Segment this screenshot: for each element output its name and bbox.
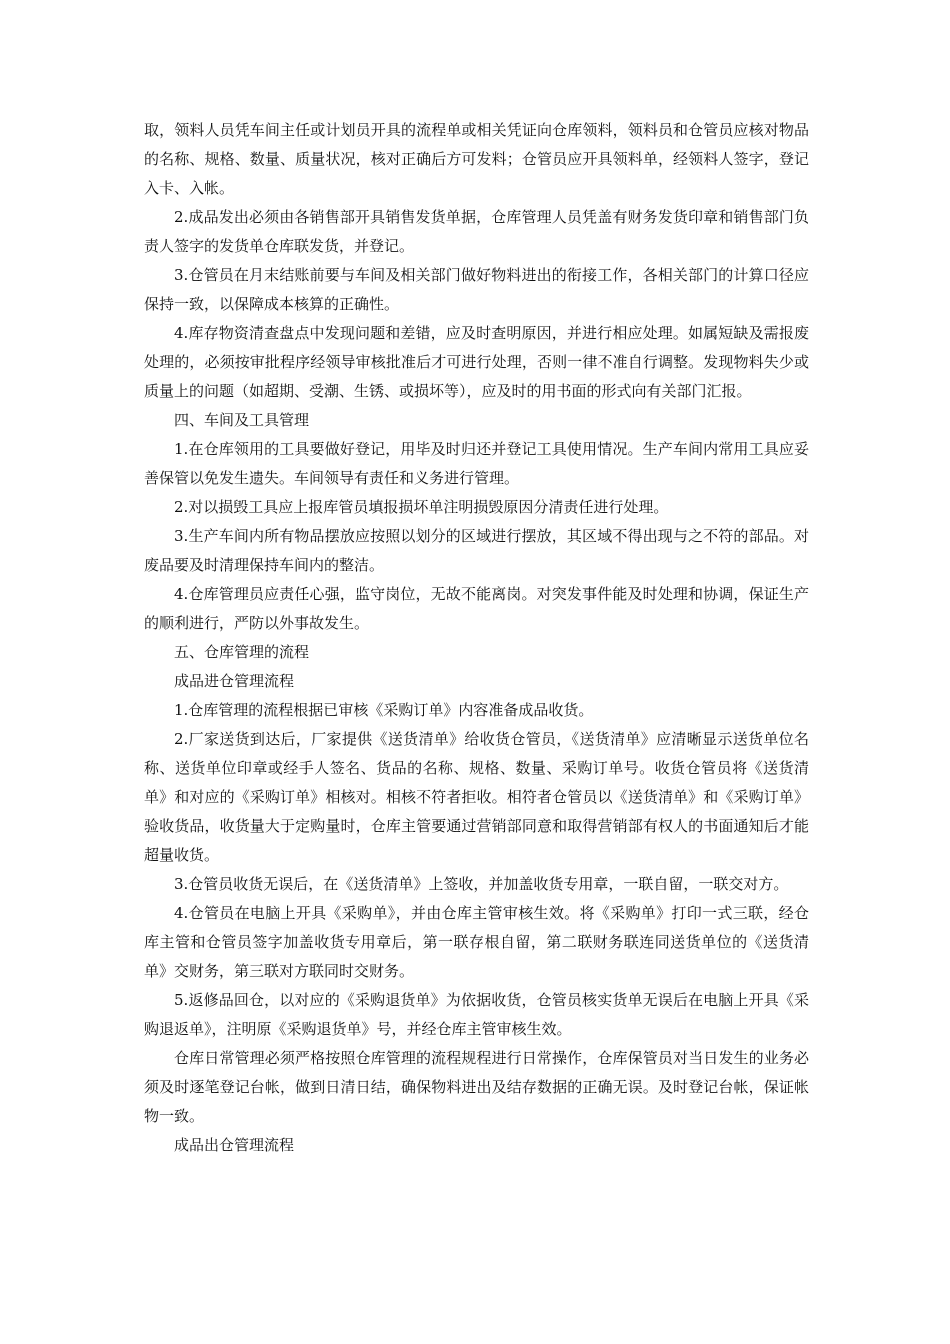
paragraph-daily-management: 仓库日常管理必须严格按照仓库管理的流程规程进行日常操作，仓库保管员对当日发生的业务必须及时逐笔登记台帐，做到日清日结，确保物料进出及结存数据的正确无误。及时登记台帐，保证帐物一致。 [144, 1049, 809, 1125]
document-body [144, 116, 809, 1160]
section-heading-5: 五、仓库管理的流程 [174, 643, 310, 661]
paragraph-item-3-month-end: 3.仓管员在月末结账前要与车间及相关部门做好物料进出的衔接工作，各相关部门的计算口径应保持一致，以保障成本核算的正确性。 [144, 266, 809, 313]
paragraph-tools-item-4: 4.仓库管理员应责任心强，监守岗位，无故不能离岗。对突发事件能及时处理和协调，保证生产的顺利进行，严防以外事故发生。 [144, 585, 809, 632]
paragraph-continued-requisition: 取，领料人员凭车间主任或计划员开具的流程单或相关凭证向仓库领料，领料员和仓管员应核对物品的名称、规格、数量、质量状况，核对正确后方可发料；仓管员应开具领料单，经领料人签字，登记入卡、入帐。 [144, 121, 809, 197]
paragraph-inbound-item-3: 3.仓管员收货无误后，在《送货清单》上签收，并加盖收货专用章，一联自留，一联交对方。 [174, 875, 789, 893]
paragraph-item-4-inventory-check: 4.库存物资清查盘点中发现问题和差错，应及时查明原因，并进行相应处理。如属短缺及需报废处理的，必须按审批程序经领导审核批准后才可进行处理，否则一律不准自行调整。发现物料失少或质量上的问题（如超期、受潮、生锈、或损坏等），应及时的用书面的形式向有关部门汇报。 [144, 324, 809, 400]
paragraph-tools-item-3: 3.生产车间内所有物品摆放应按照以划分的区域进行摆放，其区域不得出现与之不符的部品。对废品要及时清理保持车间内的整洁。 [144, 527, 809, 574]
paragraph-tools-item-1: 1.在仓库领用的工具要做好登记，用毕及时归还并登记工具使用情况。生产车间内常用工具应妥善保管以免发生遗失。车间领导有责任和义务进行管理。 [144, 440, 809, 487]
paragraph-tools-item-2: 2.对以损毁工具应上报库管员填报损坏单注明损毁原因分清责任进行处理。 [174, 498, 669, 516]
paragraph-inbound-item-5: 5.返修品回仓，以对应的《采购退货单》为依据收货，仓管员核实货单无误后在电脑上开具《采购退返单》，注明原《采购退货单》号，并经仓库主管审核生效。 [144, 991, 809, 1038]
subheading-inbound-process: 成品进仓管理流程 [174, 672, 295, 690]
paragraph-inbound-item-1: 1.仓库管理的流程根据已审核《采购订单》内容准备成品收货。 [174, 701, 594, 719]
paragraph-inbound-item-2: 2.厂家送货到达后，厂家提供《送货清单》给收货仓管员，《送货清单》应清晰显示送货单位名称、送货单位印章或经手人签名、货品的名称、规格、数量、采购订单号。收货仓管员将《送货清单》和对应的《采购订单》相核对。相核不符者拒收。相符者仓管员以《送货清单》和《采购订单》验收货品，收货量大于定购量时，仓库主管要通过营销部同意和取得营销部有权人的书面通知后才能超量收货。 [144, 730, 809, 864]
section-heading-4: 四、车间及工具管理 [174, 411, 310, 429]
paragraph-inbound-item-4: 4.仓管员在电脑上开具《采购单》，并由仓库主管审核生效。将《采购单》打印一式三联，经仓库主管和仓管员签字加盖收货专用章后，第一联存根自留，第二联财务联连同送货单位的《送货清单》交财务，第三联对方联同时交财务。 [144, 904, 809, 980]
subheading-outbound-process: 成品出仓管理流程 [174, 1136, 295, 1154]
paragraph-item-2-shipment: 2.成品发出必须由各销售部开具销售发货单据，仓库管理人员凭盖有财务发货印章和销售部门负责人签字的发货单仓库联发货，并登记。 [144, 208, 809, 255]
